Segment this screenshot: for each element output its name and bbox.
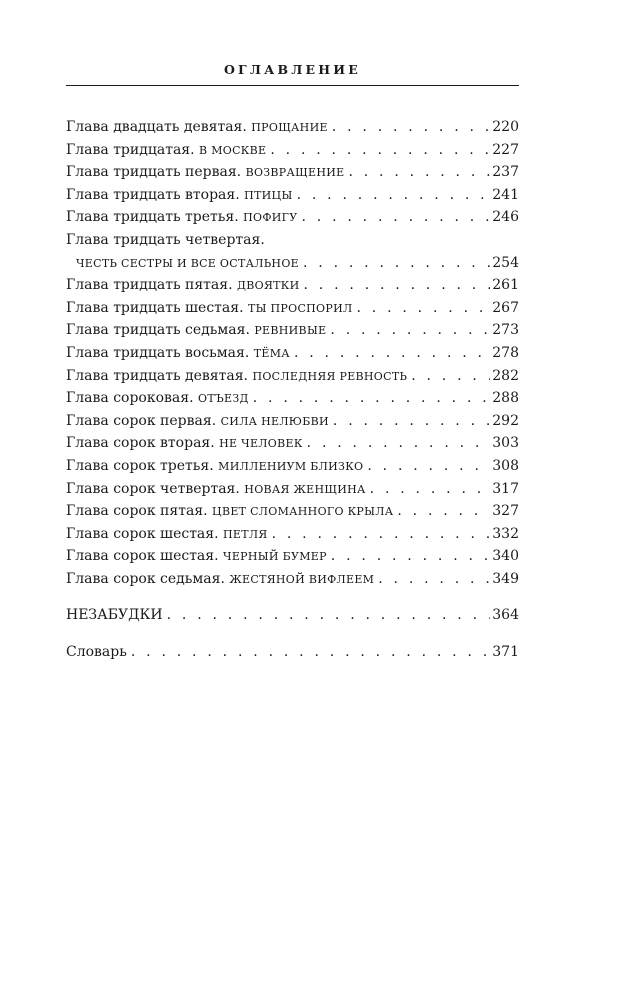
toc-entry[interactable] (66, 432, 519, 455)
page-number: 308 (492, 457, 519, 474)
page-number: 241 (492, 186, 519, 203)
chapter-title: НОВАЯ ЖЕНЩИНА (244, 482, 366, 496)
leader-dots (331, 545, 490, 568)
leader-dots (297, 184, 491, 207)
page-number: 237 (492, 164, 519, 181)
chapter-title: ПРОЩАНИЕ (251, 121, 328, 134)
chapter-title: ЦВЕТ СЛОМАННОГО КРЫЛА (212, 505, 394, 519)
toc-entry[interactable] (66, 568, 519, 591)
chapter-prefix: Глава сорок седьмая. (66, 570, 225, 587)
leader-dots (330, 319, 490, 342)
chapter-title: ПТИЦЫ (244, 188, 293, 202)
chapter-title: ПОФИГУ (243, 211, 298, 225)
toc-entry[interactable] (66, 523, 519, 546)
chapter-prefix: Глава тридцать вторая. (66, 186, 240, 203)
section-title: Словарь (66, 644, 127, 661)
leader-dots (301, 206, 490, 229)
leader-dots (304, 274, 491, 297)
chapter-prefix: Глава тридцать восьмая. (66, 344, 250, 361)
chapter-prefix: Глава тридцать седьмая. (66, 322, 250, 339)
toc-entry[interactable] (66, 387, 519, 410)
chapter-title: РЕВНИВЫЕ (254, 324, 327, 338)
page-number: 292 (492, 412, 519, 429)
page-number: 273 (492, 322, 519, 339)
chapter-title: ПЕТЛЯ (223, 527, 268, 541)
chapter-prefix: Глава сорок первая. (66, 412, 217, 429)
section-title: НЕЗАБУДКИ (66, 607, 163, 624)
toc-entry[interactable] (66, 161, 519, 184)
toc-entry[interactable] (66, 545, 519, 568)
chapter-prefix: Глава тридцать четвертая. (66, 231, 265, 248)
chapter-prefix: Глава сорок вторая. (66, 435, 215, 452)
chapter-title: ЧЕСТЬ СЕСТРЫ И ВСЕ ОСТАЛЬНОЕ (76, 256, 299, 270)
page-number: 332 (492, 525, 519, 542)
chapter-title: ЧЕРНЫЙ БУМЕР (223, 550, 327, 564)
leader-dots (253, 387, 491, 410)
section-gap (66, 627, 519, 641)
chapter-prefix: Глава сорок шестая. (66, 548, 219, 565)
leader-dots (348, 161, 490, 184)
chapter-prefix: Глава сорок четвертая. (66, 480, 240, 497)
header-rule (66, 85, 519, 86)
chapter-prefix: Глава сорок шестая. (66, 525, 219, 542)
chapter-prefix: Глава сорок пятая. (66, 503, 208, 520)
chapter-title: ДВОЯТКИ (237, 279, 300, 293)
page-number: 349 (492, 570, 519, 587)
page-number: 303 (492, 435, 519, 452)
chapter-prefix: Глава тридцать шестая. (66, 299, 244, 316)
leader-dots (270, 139, 490, 162)
leader-dots (272, 523, 491, 546)
toc-entry-continuation[interactable] (66, 252, 519, 275)
leader-dots (333, 410, 490, 433)
chapter-title: ОТЪЕЗД (198, 392, 249, 406)
chapter-title: ТЁМА (253, 346, 290, 360)
chapter-title: СИЛА НЕЛЮБВИ (220, 414, 329, 428)
page-number: 267 (492, 299, 519, 316)
toc-entry-nezabudki[interactable] (66, 604, 519, 627)
chapter-title: МИЛЛЕНИУМ БЛИЗКО (218, 459, 364, 473)
chapter-prefix: Глава тридцать третья. (66, 209, 239, 226)
leader-dots (356, 297, 490, 320)
page-title: ОГЛАВЛЕНИЕ (223, 62, 362, 77)
toc-entry[interactable] (66, 206, 519, 229)
toc-entry[interactable] (66, 478, 519, 501)
toc-entry[interactable] (66, 116, 519, 139)
page-number: 227 (492, 141, 519, 158)
chapter-title: ПОСЛЕДНЯЯ РЕВНОСТЬ (252, 369, 408, 383)
chapter-title: ЖЕСТЯНОЙ ВИФЛЕЕМ (229, 572, 375, 586)
page-number: 317 (492, 480, 519, 497)
toc-entry[interactable] (66, 342, 519, 365)
leader-dots (367, 455, 490, 478)
leader-dots (378, 568, 490, 591)
toc-entry[interactable] (66, 455, 519, 478)
chapter-prefix: Глава тридцать девятая. (66, 367, 249, 384)
page-number: 254 (492, 254, 519, 271)
page-number: 278 (492, 344, 519, 361)
table-of-contents (66, 116, 519, 664)
chapter-title: ТЫ ПРОСПОРИЛ (247, 301, 353, 315)
leader-dots (332, 116, 490, 139)
toc-entry[interactable] (66, 410, 519, 433)
page-number: 282 (492, 367, 519, 384)
page-number: 364 (492, 607, 519, 624)
toc-entry[interactable] (66, 274, 519, 297)
chapter-prefix: Глава сорок третья. (66, 457, 214, 474)
page-number: 288 (492, 390, 519, 407)
leader-dots (294, 342, 490, 365)
toc-entry[interactable] (66, 500, 519, 523)
chapter-title: НЕ ЧЕЛОВЕК (219, 437, 303, 451)
page-number: 371 (492, 644, 519, 661)
toc-entry[interactable] (66, 297, 519, 320)
page-number: 220 (492, 119, 519, 135)
page-number: 340 (492, 548, 519, 565)
chapter-title: ВОЗВРАЩЕНИЕ (245, 166, 345, 180)
chapter-prefix: Глава тридцатая. (66, 141, 195, 158)
leader-dots (307, 432, 491, 455)
chapter-prefix: Глава сороковая. (66, 390, 194, 407)
leader-dots (167, 604, 491, 627)
leader-dots (397, 500, 490, 523)
leader-dots (303, 252, 490, 275)
page-number: 327 (492, 503, 519, 520)
leader-dots (411, 365, 490, 388)
toc-entry[interactable] (66, 184, 519, 207)
chapter-prefix: Глава двадцать девятая. (66, 119, 247, 135)
page-number: 246 (492, 209, 519, 226)
leader-dots (370, 478, 491, 501)
toc-entry[interactable] (66, 139, 519, 162)
section-gap (66, 590, 519, 604)
toc-entry-glossary[interactable] (66, 641, 519, 664)
toc-entry[interactable] (66, 319, 519, 342)
chapter-title: В МОСКВЕ (199, 143, 267, 157)
leader-dots (131, 641, 490, 664)
page-number: 261 (492, 277, 519, 294)
chapter-prefix: Глава тридцать пятая. (66, 277, 233, 294)
toc-entry[interactable] (66, 365, 519, 388)
chapter-prefix: Глава тридцать первая. (66, 164, 242, 181)
toc-entry[interactable] (66, 229, 519, 252)
